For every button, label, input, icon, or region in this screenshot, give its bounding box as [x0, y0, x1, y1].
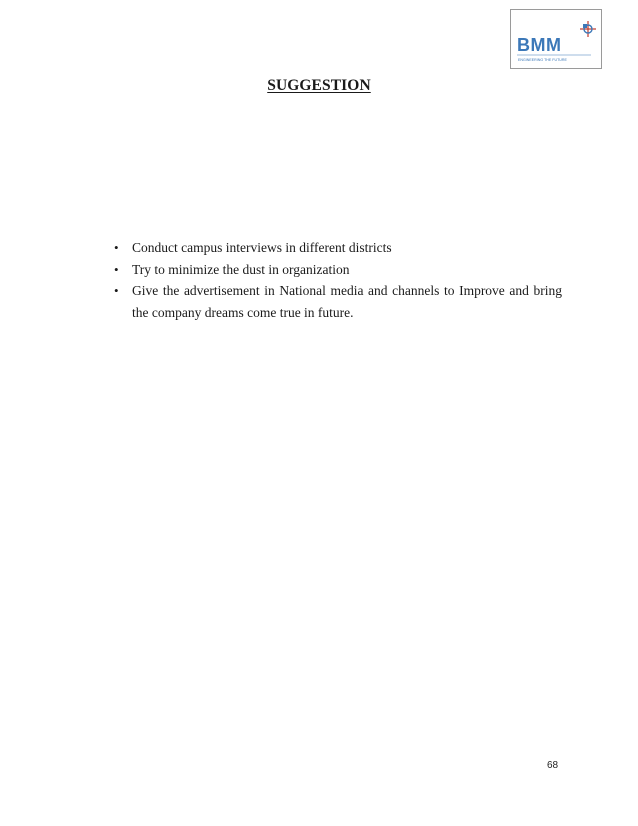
- company-logo: [510, 9, 602, 69]
- bmm-logo-graphic: [511, 10, 601, 68]
- bullet-icon: •: [114, 240, 119, 255]
- list-item-text: Conduct campus interviews in different districts: [132, 240, 392, 255]
- logo-mark-icon: [580, 21, 596, 37]
- list-item: [113, 280, 562, 323]
- logo-text: BMM: [517, 35, 562, 55]
- logo-tagline: ENGINEERING THE FUTURE: [518, 58, 567, 62]
- list-item-text: Give the advertisement in National media and channels to Improve and bring the company dreams come true in future.: [132, 283, 562, 320]
- bullet-icon: •: [114, 283, 119, 299]
- list-item: [113, 237, 562, 259]
- list-item: [113, 259, 562, 281]
- suggestion-list: [113, 237, 562, 323]
- page-number: 68: [547, 760, 559, 771]
- list-item-text: Try to minimize the dust in organization: [132, 261, 350, 277]
- bullet-icon: •: [114, 261, 119, 277]
- page-title: SUGGESTION: [267, 77, 371, 94]
